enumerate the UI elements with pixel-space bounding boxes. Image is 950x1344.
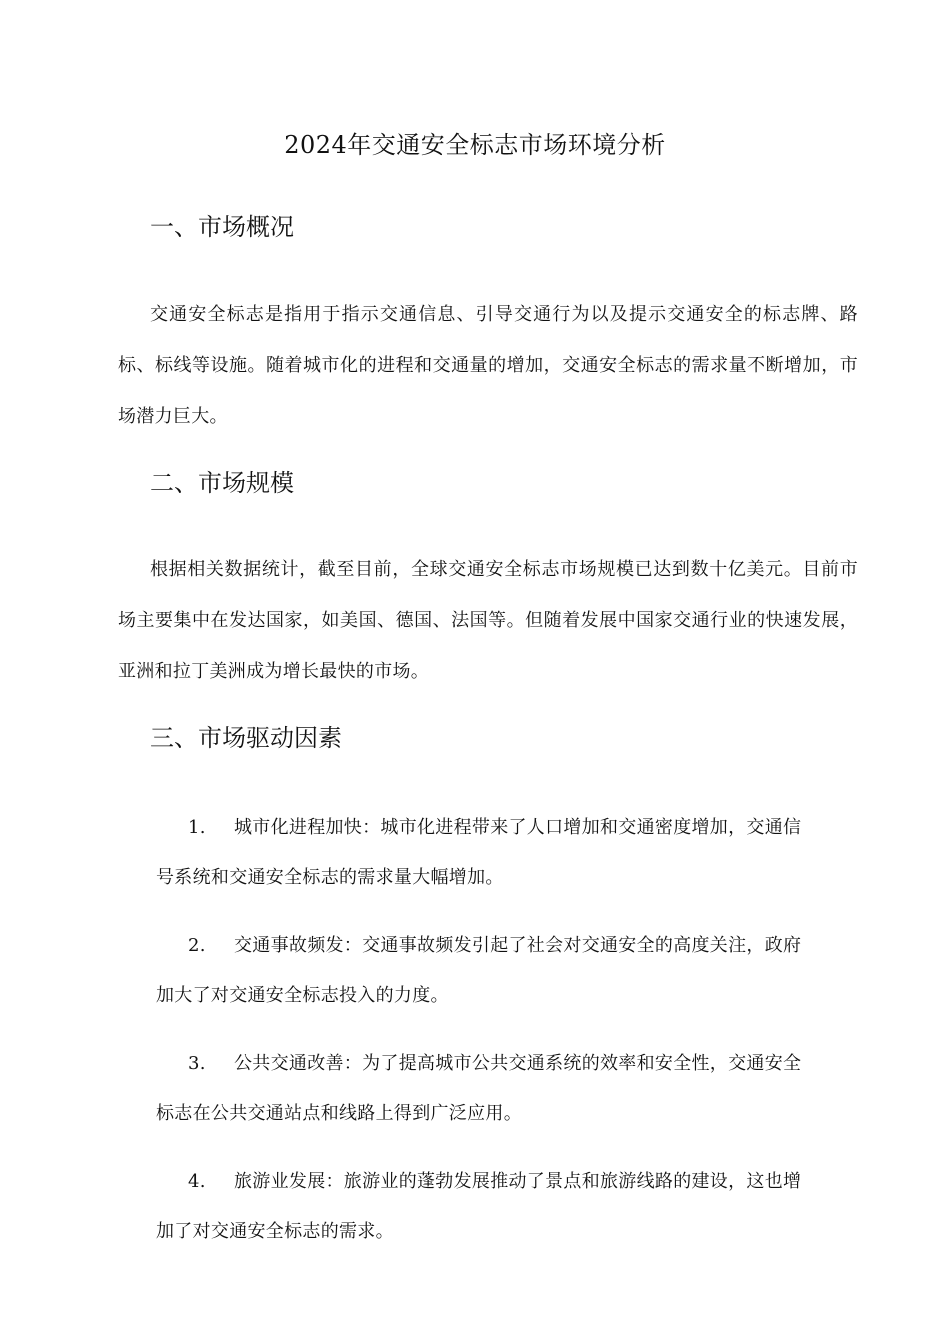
section-heading-drivers: 三、市场驱动因素 (150, 724, 342, 752)
section-paragraph-overview: 交通安全标志是指用于指示交通信息、引导交通行为以及提示交通安全的标志牌、路标、标线等设施。随着城市化的进程和交通量的增加，交通安全标志的需求量不断增加，市场潜力巨大。 (118, 304, 858, 427)
list-item-text: 交通事故频发：交通事故频发引起了社会对交通安全的高度关注，政府 (234, 935, 802, 956)
list-item-number: 4. (188, 1171, 206, 1192)
list-item-text: 旅游业发展：旅游业的蓬勃发展推动了景点和旅游线路的建设，这也增 (234, 1171, 802, 1192)
list-item-number: 3. (188, 1053, 206, 1074)
list-item-text-continued: 加了对交通安全标志的需求。 (156, 1221, 394, 1242)
list-item (156, 1157, 832, 1257)
list-item-text: 公共交通改善：为了提高城市公共交通系统的效率和安全性，交通安全 (234, 1053, 802, 1074)
list-item (156, 921, 832, 1021)
document-title: 2024年交通安全标志市场环境分析 (284, 131, 666, 159)
list-item (156, 1039, 832, 1139)
list-item-number: 2. (188, 935, 206, 956)
list-item-text-continued: 号系统和交通安全标志的需求量大幅增加。 (156, 867, 504, 888)
list-item-text-continued: 加大了对交通安全标志投入的力度。 (156, 985, 449, 1006)
list-item-number: 1. (188, 817, 206, 838)
section-heading-overview: 一、市场概况 (150, 213, 294, 241)
section-heading-market-size: 二、市场规模 (150, 469, 294, 497)
list-item-text: 城市化进程加快：城市化进程带来了人口增加和交通密度增加，交通信 (234, 817, 802, 838)
list-item-text-continued: 标志在公共交通站点和线路上得到广泛应用。 (156, 1103, 522, 1124)
list-item (156, 803, 832, 903)
section-paragraph-market-size: 根据相关数据统计，截至目前，全球交通安全标志市场规模已达到数十亿美元。目前市场主要集中在发达国家，如美国、德国、法国等。但随着发展中国家交通行业的快速发展，亚洲和拉丁美洲成为增长最快的市场。 (118, 559, 858, 682)
